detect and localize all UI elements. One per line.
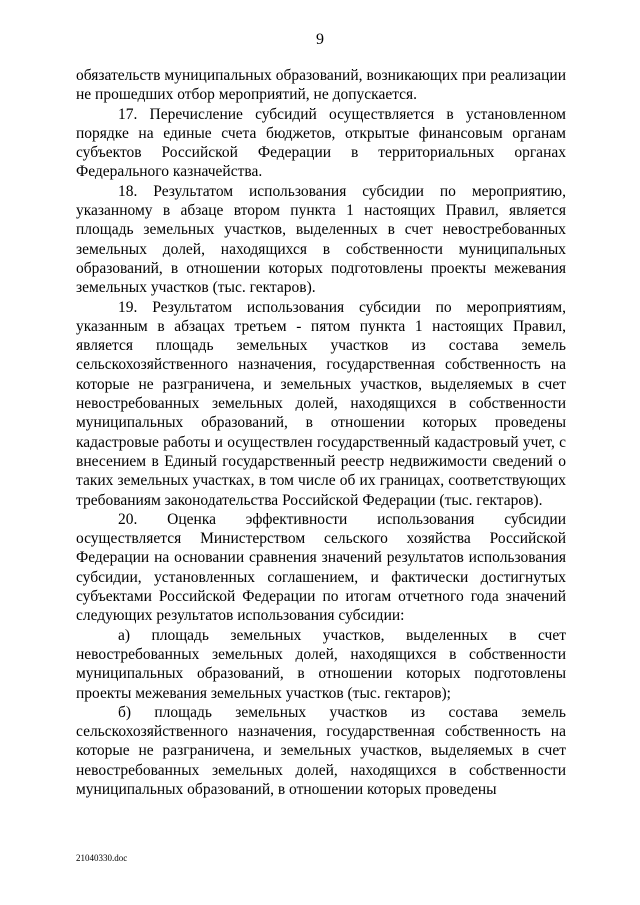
- list-item-b: б) площадь земельных участков из состава земель сельскохозяйственного назначения, государственная собственность на которые не разграничена, и земельных участков, выделяемых в счет невостребованных земельных долей, находящихся в собственности муниципальных образований, в отношении которых проведены: [76, 703, 566, 798]
- document-body: [76, 66, 566, 799]
- page-number: 9: [316, 31, 324, 48]
- paragraph-17: 17. Перечисление субсидий осуществляется в установленном порядке на единые счета бюджетов, открытые финансовым органам субъектов Российской Федерации в территориальных органах Федерального казначейства.: [76, 105, 566, 181]
- paragraph-20: 20. Оценка эффективности использования субсидии осуществляется Министерством сельского хозяйства Российской Федерации на основании сравнения значений результатов использования субсидии, установленных соглашением, и фактически достигнутых субъектами Российской Федерации по итогам отчетного года значений следующих результатов использования субсидии:: [76, 510, 566, 625]
- footer-file-code: 21040330.doc: [76, 853, 128, 863]
- paragraph-continuation: обязательств муниципальных образований, возникающих при реализации не прошедших отбор мероприятий, не допускается.: [76, 67, 566, 104]
- paragraph-19: 19. Результатом использования субсидии по мероприятиям, указанным в абзацах третьем - пятом пункта 1 настоящих Правил, является площадь земельных участков из состава земель сельскохозяйственного назначения, государственная собственность на которые не разграничена, и земельных участков, выделяемых в счет невостребованных земельных долей, находящихся в собственности муниципальных образований, в отношении которых проведены кадастровые работы и осуществлен государственный кадастровый учет, с внесением в Единый государственный реестр недвижимости сведений о таких земельных участках, в том числе об их границах, соответствующих требованиям законодательства Российской Федерации (тыс. гектаров).: [76, 298, 566, 509]
- paragraph-18: 18. Результатом использования субсидии по мероприятию, указанному в абзаце втором пункта 1 настоящих Правил, является площадь земельных участков, выделенных в счет невостребованных земельных долей, находящихся в собственности муниципальных образований, в отношении которых подготовлены проекты межевания земельных участков (тыс. гектаров).: [76, 182, 566, 297]
- list-item-a: а) площадь земельных участков, выделенных в счет невостребованных земельных долей, находящихся в собственности муниципальных образований, в отношении которых подготовлены проекты межевания земельных участков (тыс. гектаров);: [76, 626, 566, 702]
